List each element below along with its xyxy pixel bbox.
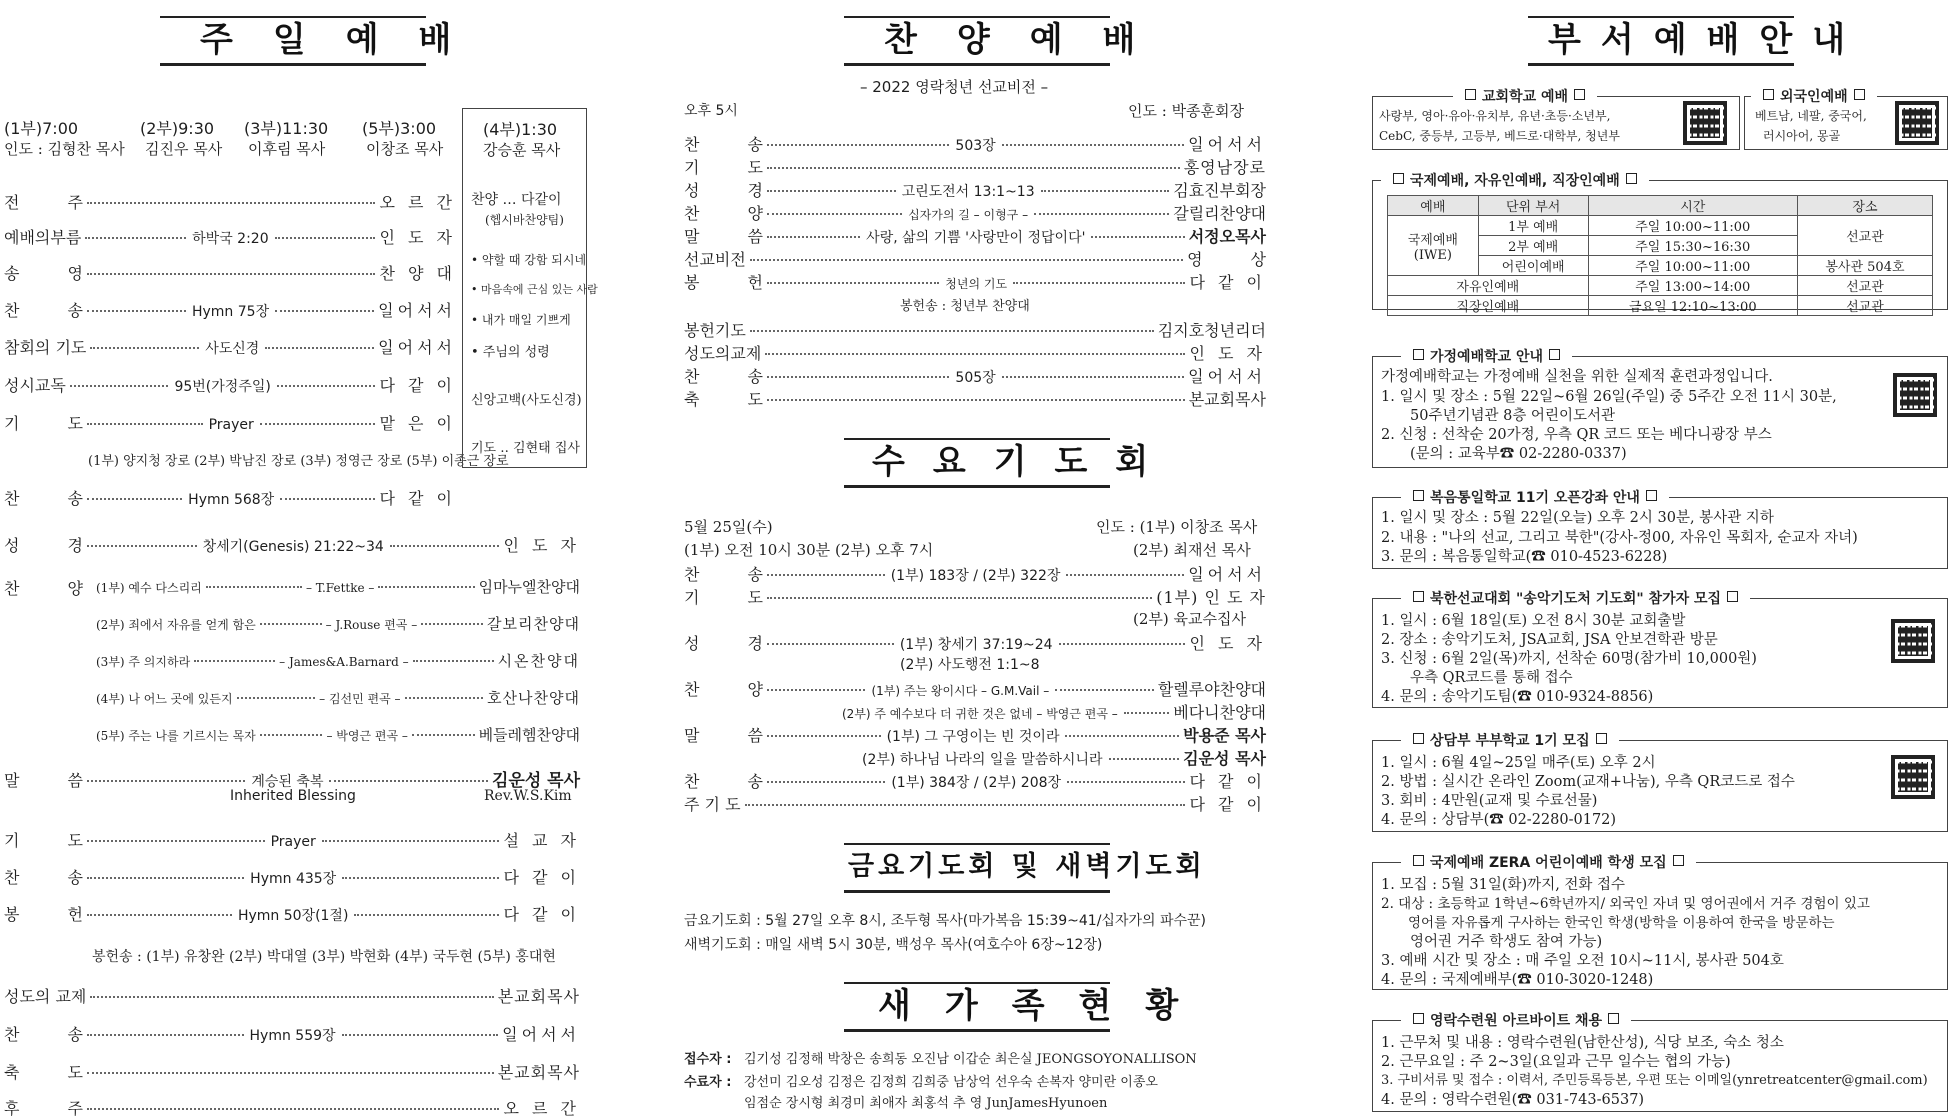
sermon-row: 말 씀 계승된 축복 김운성 목사 <box>4 771 580 791</box>
notice-line: 3. 회비 : 4만원(교재 및 수료선물) <box>1381 793 1598 809</box>
order-row: 기 도 홍영남장로 <box>684 158 1266 177</box>
intl-table <box>1387 195 1933 316</box>
dawn-prayer: 새벽기도회 : 매일 새벽 5시 30분, 백성우 목사(여호수아 6장~12장) <box>684 937 1103 953</box>
service-time-3: (3부)11:30 <box>244 119 329 138</box>
retreat-title: 영락수련원 아르바이트 채용 <box>1401 1010 1631 1030</box>
friday-title: 금요기도회 및 새벽기도회 <box>844 843 1110 893</box>
nk-mission-title: 북한선교대회 "송악기도처 기도회" 참가자 모집 <box>1401 588 1750 608</box>
notice-line: 우측 QR코드를 통해 접수 <box>1381 670 1573 686</box>
table-head: 시간 <box>1588 196 1797 216</box>
order-row: 말 씀 사랑, 삶의 기쁨 '사랑만이 정답이다' 서정오목사 <box>684 227 1266 246</box>
family-title: 새가족현황 <box>844 982 1110 1032</box>
service-leader-2: 김진우 목사 <box>145 140 223 158</box>
sunday-column <box>0 0 598 1117</box>
order-row: 주 기 도 다 같 이 <box>684 795 1266 814</box>
table-cell: 자유인예배 <box>1388 276 1589 296</box>
table-cell: 봉사관 504호 <box>1797 256 1932 276</box>
anthem-row: (4부) 나 어느 곳에 있든지 – 김선민 편곡 – 호산나찬양대 <box>96 689 581 707</box>
notice-line: 1. 모집 : 5월 31일(화)까지, 전화 접수 <box>1381 877 1626 893</box>
service-time-5: (5부)3:00 <box>362 119 437 138</box>
offering-singers: 봉헌송 : (1부) 유창완 (2부) 박대열 (3부) 박현화 (4부) 국두현 (5부) 홍대현 <box>92 949 556 965</box>
order-row: 찬 송 Hymn 568장 다 같 이 <box>4 489 456 508</box>
service-leader-1: 인도 : 김형찬 목사 <box>4 140 125 158</box>
order-row: 찬 송 (1부) 384장 / (2부) 208장 다 같 이 <box>684 772 1267 791</box>
side-line: • 약할 때 강함 되시네 <box>471 253 587 267</box>
table-cell: 선교관 <box>1797 216 1932 256</box>
side-line: • 주님의 성령 <box>471 345 550 360</box>
notice-line: 1. 일시 및 장소 : 5월 22일~6월 26일(주일) 중 5주간 오전 11시 30분, <box>1381 389 1837 405</box>
wed-prayer-2: (2부) 육교수집사 <box>1133 610 1246 628</box>
table-cell: 주일 10:00~11:00 <box>1588 256 1797 276</box>
gospel-school-box <box>1372 490 1948 569</box>
dept-title: 부서예배안내 <box>1528 16 1794 66</box>
order-row: 찬 송 Hymn 75장 일어서서 <box>4 301 456 320</box>
order-row: 송 영 찬 양 대 <box>4 264 456 283</box>
wed-times: (1부) 오전 10시 30분 (2부) 오후 7시 <box>684 541 934 559</box>
accept-label: 접수자 : <box>684 1052 732 1067</box>
order-row: 성 경 창세기(Genesis) 21:22~34 인 도 자 <box>4 536 581 555</box>
order-row: 성도의 교제 본교회목사 <box>4 987 580 1006</box>
notice-line: 4. 문의 : 송악기도팀(☎ 010-9324-8856) <box>1381 689 1654 705</box>
notice-line: 1. 일시 및 장소 : 5월 22일(오늘) 오후 2시 30분, 봉사관 지하 <box>1381 510 1774 526</box>
gospel-school-title: 복음통일학교 11기 오픈강좌 안내 <box>1401 487 1669 507</box>
order-row: 성시교독 95번(가정주일) 다 같 이 <box>4 376 457 395</box>
qr-code-icon <box>1683 101 1727 145</box>
fourth-service-time: (4부)1:30 <box>483 120 558 139</box>
sunday-title: 주일예배 <box>160 16 426 66</box>
anthem-row: (1부) 예수 다스리리 – T.Fettke – 임마누엘찬양대 <box>96 578 581 596</box>
table-cell: 1부 예배 <box>1478 216 1588 236</box>
wed-bible-2: (2부) 사도행전 1:1~8 <box>900 657 1040 673</box>
table-head: 단위 부서 <box>1478 196 1588 216</box>
notice-line: 2. 대상 : 초등학교 1학년~6학년까지/ 외국인 자녀 및 영어권에서 거주 경험이 있고 <box>1381 896 1870 912</box>
notice-line: 3. 신청 : 6월 2일(목)까지, 선착순 60명(참가비 10,000원) <box>1381 651 1757 667</box>
order-row: 성 경 (1부) 창세기 37:19~24 인 도 자 <box>684 634 1266 653</box>
table-cell: 선교관 <box>1797 276 1932 296</box>
order-row: 기 도 Prayer 설 교 자 <box>4 831 580 850</box>
order-row: 찬 송 (1부) 183장 / (2부) 322장 일어서서 <box>684 565 1267 584</box>
praise-title: 찬양예배 <box>844 16 1110 66</box>
table-cell: 주일 15:30~16:30 <box>1588 236 1797 256</box>
order-row: 전 주 오 르 간 <box>4 193 456 212</box>
zera-title: 국제예배 ZERA 어린이예배 학생 모집 <box>1401 852 1696 872</box>
praise-subtitle: – 2022 영락청년 선교비전 – <box>860 78 1049 96</box>
service-time-1: (1부)7:00 <box>4 119 79 138</box>
notice-line: 4. 문의 : 영락수련원(☎ 031-743-6537) <box>1381 1092 1645 1108</box>
preacher-en: Rev.W.S.Kim <box>484 788 572 804</box>
order-row: 성도의교제 인 도 자 <box>684 344 1266 363</box>
notice-line: 1. 일시 : 6월 18일(토) 오전 8시 30분 교회출발 <box>1381 613 1686 629</box>
fourth-service-box <box>462 108 598 468</box>
order-row: 말 씀 (1부) 그 구영이는 빈 것이라 박용준 목사 <box>684 726 1266 745</box>
qr-code-icon <box>1891 755 1935 799</box>
fourth-service-leader: 강승훈 목사 <box>483 141 561 159</box>
wednesday-title: 수요기도회 <box>844 438 1110 488</box>
school-line: CebC, 중등부, 고등부, 베드로·대학부, 청년부 <box>1379 129 1620 143</box>
foreign-title: 외국인예배 <box>1751 86 1877 106</box>
notice-line: 2. 신청 : 선착순 20가정, 우측 QR 코드 또는 베다니광장 부스 <box>1381 427 1772 443</box>
qr-code-icon <box>1895 101 1939 145</box>
side-line: • 내가 매일 기쁘게 <box>471 313 571 327</box>
nk-mission-box <box>1372 591 1948 708</box>
couple-school-box <box>1372 733 1948 832</box>
side-line: 기도 ‥ 김현태 집사 <box>471 441 580 456</box>
order-row: (2부) 하나님 나라의 일을 말씀하시니라 김운성 목사 <box>862 749 1266 768</box>
wed-date: 5월 25일(수) <box>684 518 773 536</box>
notice-line: 영어를 자유롭게 구사하는 한국인 학생(방학을 이용하여 한국을 방문하는 <box>1381 915 1835 931</box>
side-line: 신앙고백(사도신경) <box>471 393 582 408</box>
service-leader-3: 이후림 목사 <box>248 140 326 158</box>
order-row: 참회의 기도 사도신경 일어서서 <box>4 338 456 357</box>
anthem-row: (5부) 주는 나를 기르시는 목자 – 박영근 편곡 – 베들레헴찬양대 <box>96 726 580 744</box>
notice-line: 2. 방법 : 실시간 온라인 Zoom(교재+나눔), 우측 QR코드로 접수 <box>1381 774 1795 790</box>
notice-line: 1. 근무처 및 내용 : 영락수련원(남한산성), 식당 보조, 숙소 청소 <box>1381 1035 1784 1051</box>
complete-names: 강선미 김오성 김정은 김정희 김희중 남상억 선우숙 손복자 양미란 이종오 <box>744 1075 1158 1090</box>
table-cell: 주일 10:00~11:00 <box>1588 216 1797 236</box>
table-head: 예배 <box>1388 196 1479 216</box>
qr-code-icon <box>1891 619 1935 663</box>
order-row: 성 경 고린도전서 13:1~13 김효진부회장 <box>684 181 1267 200</box>
order-row: 축 도 본교회목사 <box>4 1063 580 1082</box>
wed-leader-1: 인도 : (1부) 이창조 목사 <box>1096 518 1258 536</box>
school-box <box>1372 89 1740 150</box>
school-line: 사랑부, 영아·유아·유치부, 유년·초등·소년부, <box>1379 109 1611 123</box>
praise-offering: 봉헌송 : 청년부 찬양대 <box>900 299 1030 314</box>
service-time-2: (2부)9:30 <box>140 119 215 138</box>
order-row: 찬 양 (1부) 주는 왕이시다 – G.M.Vail – 할렐루야찬양대 <box>684 680 1267 699</box>
sermon-title-en: Inherited Blessing <box>230 788 356 804</box>
notice-line: 4. 문의 : 국제예배부(☎ 010-3020-1248) <box>1381 972 1654 988</box>
order-row: 찬 송 505장 일어서서 <box>684 367 1266 386</box>
friday-prayer: 금요기도회 : 5월 27일 오후 8시, 조두형 목사(마가복음 15:39~41/십자가의 파수꾼) <box>684 913 1207 929</box>
iwe-cell: 국제예배 (IWE) <box>1388 216 1479 276</box>
notice-line: 50주년기념관 8층 어린이도서관 <box>1381 408 1615 424</box>
order-row: 찬 송 503장 일어서서 <box>684 135 1266 154</box>
table-cell: 선교관 <box>1797 296 1932 316</box>
order-row: 봉 헌 청년의 기도 다 같 이 <box>684 273 1266 292</box>
order-row: 봉헌기도 김지호청년리더 <box>684 321 1266 340</box>
wed-leader-2: (2부) 최재선 목사 <box>1133 541 1251 559</box>
notice-line: 가정예배학교는 가정예배 실천을 위한 실제적 훈련과정입니다. <box>1381 369 1773 385</box>
anthem-row: (3부) 주 의지하라 – James&A.Barnard – 시온찬양대 <box>96 652 581 670</box>
couple-school-title: 상담부 부부학교 1기 모집 <box>1401 730 1619 750</box>
anthem-row: (2부) 죄에서 자유를 얻게 함은 – J.Rouse 편곡 – 갈보리찬양대 <box>96 615 580 633</box>
table-head: 장소 <box>1797 196 1932 216</box>
order-row: 예배의부름 하박국 2:20 인 도 자 <box>4 228 457 247</box>
order-row: 찬 송 Hymn 559장 일어서서 <box>4 1025 580 1044</box>
middle-column <box>680 0 1270 1117</box>
foreign-line: 베트남, 네팔, 중국어, <box>1755 109 1867 123</box>
service-leader-5: 이창조 목사 <box>366 140 444 158</box>
order-row: (2부) 주 예수보다 더 귀한 것은 없네 – 박영근 편곡 – 베다니찬양대 <box>842 703 1266 722</box>
notice-line: 영어권 거주 학생도 참여 가능) <box>1381 934 1603 950</box>
praise-leader: 인도 : 박종훈회장 <box>1128 102 1245 120</box>
complete-names-2: 임점순 장시형 최경미 최애자 최홍석 추 영 JunJamesHyunoen <box>744 1096 1108 1111</box>
accept-names: 김기성 김정해 박창은 송희동 오진남 이갑순 최은실 JEONGSOYONALLISON <box>744 1052 1197 1067</box>
praise-time: 오후 5시 <box>684 103 738 119</box>
notice-line: 3. 예배 시간 및 장소 : 매 주일 오전 10시~11시, 봉사관 504호 <box>1381 953 1784 969</box>
order-row: 기 도 Prayer 맡 은 이 <box>4 414 456 433</box>
order-row: 축 도 본교회목사 <box>684 390 1266 409</box>
table-cell: 금요일 12:10~13:00 <box>1588 296 1797 316</box>
intl-box <box>1372 173 1948 315</box>
notice-line: 4. 문의 : 상담부(☎ 02-2280-0172) <box>1381 812 1617 828</box>
school-title: 교회학교 예배 <box>1453 86 1597 106</box>
intl-title: 국제예배, 자유인예배, 직장인예배 <box>1381 170 1649 190</box>
order-row: 찬 송 Hymn 435장 다 같 이 <box>4 868 580 887</box>
table-cell: 주일 13:00~14:00 <box>1588 276 1797 296</box>
foreign-line: 러시아어, 몽골 <box>1763 129 1841 143</box>
zera-box <box>1372 855 1948 990</box>
order-row: 봉 헌 Hymn 50장(1절) 다 같 이 <box>4 905 580 924</box>
notice-line: 2. 근무요일 : 주 2~3일(요일과 근무 일수는 협의 가능) <box>1381 1054 1731 1070</box>
side-line: 찬양 … 다같이 <box>471 192 562 208</box>
retreat-box <box>1372 1013 1948 1112</box>
table-cell: 어린이예배 <box>1478 256 1588 276</box>
notice-line: 2. 장소 : 송악기도처, JSA교회, JSA 안보견학관 방문 <box>1381 632 1718 648</box>
home-school-title: 가정예배학교 안내 <box>1401 346 1572 366</box>
order-row: 선교비전 영 상 <box>684 250 1266 269</box>
notice-line: (문의 : 교육부☎ 02-2280-0337) <box>1381 446 1627 462</box>
anthem-label: 찬 양 <box>4 579 83 598</box>
complete-label: 수료자 : <box>684 1075 732 1090</box>
side-line: (헵시바찬양팀) <box>485 213 564 227</box>
home-school-box <box>1372 349 1948 468</box>
qr-code-icon <box>1893 373 1937 417</box>
department-column <box>1368 0 1953 1117</box>
notice-line: 2. 내용 : "나의 선교, 그리고 북한"(강사-정00, 자유인 목회자, 순교자 자녀) <box>1381 530 1858 546</box>
order-row: 기 도 (1부) 인 도 자 <box>684 588 1266 607</box>
side-line: • 마음속에 근심 있는 사람 <box>471 283 598 296</box>
table-cell: 2부 예배 <box>1478 236 1588 256</box>
prayer-leaders: (1부) 양지청 장로 (2부) 박남진 장로 (3부) 정영근 장로 (5부) 이종근 장로 <box>88 454 509 469</box>
notice-line: 3. 구비서류 및 접수 : 이력서, 주민등록등본, 우편 또는 이메일(ynretreatcenter@gmail.com) <box>1381 1073 1928 1088</box>
notice-line: 1. 일시 : 6월 4일~25일 매주(토) 오후 2시 <box>1381 755 1656 771</box>
order-row: 찬 양 십자가의 길 – 이형구 – 갈릴리찬양대 <box>684 204 1267 223</box>
order-row: 후 주 오 르 간 <box>4 1099 580 1117</box>
notice-line: 3. 문의 : 복음통일학교(☎ 010-4523-6228) <box>1381 549 1668 565</box>
table-cell: 직장인예배 <box>1388 296 1589 316</box>
foreign-box <box>1744 89 1948 150</box>
